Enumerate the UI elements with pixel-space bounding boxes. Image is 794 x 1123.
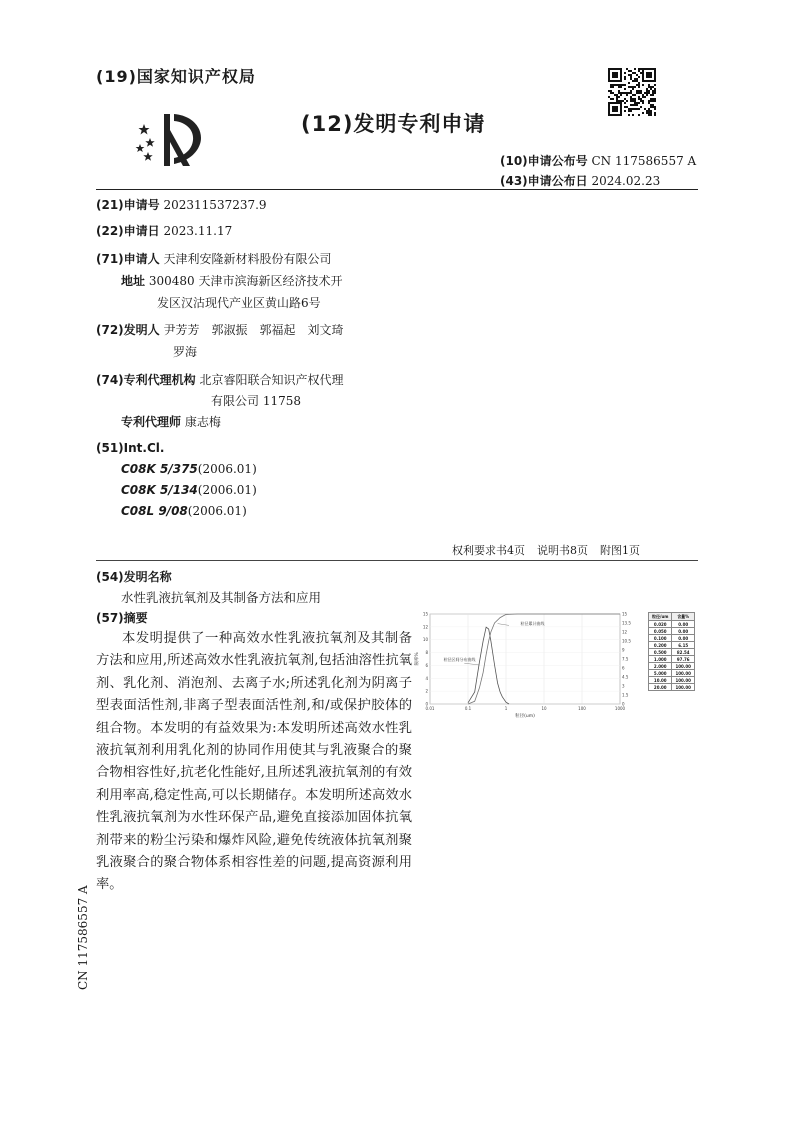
header-rule — [96, 189, 698, 190]
y-right-tick-label: 9 — [622, 647, 625, 653]
table-row — [649, 670, 695, 677]
invention-title-label: (54)发明名称 — [96, 570, 172, 584]
table-cell: 10.00 — [649, 677, 672, 684]
applicant-value: 天津利安隆新材料股份有限公司 — [163, 252, 332, 266]
address-label: 地址 — [121, 274, 146, 288]
table-cell: 1.000 — [649, 656, 672, 663]
invention-title: 水性乳液抗氧剂及其制备方法和应用 — [121, 590, 322, 605]
table-cell: 0.00 — [672, 628, 694, 635]
application-number-label: (21)申请号 — [96, 198, 160, 212]
y-left-tick-label: 8 — [425, 650, 428, 656]
y-right-tick-label: 1.5 — [622, 692, 629, 698]
y-right-tick-label: 13.5 — [622, 620, 631, 626]
y-right-tick-label: 6 — [622, 665, 625, 671]
table-cell: 0.500 — [649, 649, 672, 656]
table-row — [649, 635, 695, 642]
publication-type: (12)发明专利申请 — [301, 112, 486, 136]
table-row — [649, 677, 695, 684]
table-row — [649, 628, 695, 635]
issuing-office: (19)国家知识产权局 — [96, 67, 256, 86]
y-left-tick-label: 10 — [422, 637, 428, 643]
frequency-series-label: 粒径区间分布曲线 — [443, 656, 476, 662]
abstract-text: 本发明提供了一种高效水性乳液抗氧剂及其制备方法和应用,所述高效水性乳液抗氧剂,包括油溶性抗氧剂、乳化剂、消泡剂、去离子水;所述乳化剂为阴离子型表面活性剂,非离子型表面活性剂,和/或保护胶体的组合物。本发明的有益效果为:本发明所述高效水性乳液抗氧剂利用乳化剂的协同作用使其与乳液聚合的聚合物相容性好,抗老化性能好,且所述乳液抗氧剂的有效利用率高,稳定性高,可以长期储存。本发明所述高效水性乳液抗氧剂为水性环保产品,避免直接添加固体抗氧剂带来的粉尘污染和爆炸风险,避免传统液体抗氧剂聚乳液聚合的聚合物体系相容性差的问题,提高资源利用率。 — [96, 631, 412, 893]
patent-agent-value: 康志梅 — [184, 415, 221, 429]
table-header: 粒径/um — [649, 613, 672, 621]
table-cell: 0.00 — [672, 621, 694, 628]
ipc-year: (2006.01) — [197, 483, 257, 497]
table-row — [649, 642, 695, 649]
x-tick-label: 1000 — [614, 706, 626, 711]
applicant-label: (71)申请人 — [96, 252, 160, 266]
table-cell: 2.000 — [649, 663, 672, 670]
ipc-code: C08K 5/375 — [121, 462, 198, 476]
ipc-class-1 — [121, 462, 257, 476]
table-row — [649, 656, 695, 663]
ipc-class-2 — [121, 483, 257, 497]
x-axis-label: 粒径(um) — [515, 714, 535, 719]
particle-size-figure — [414, 610, 698, 720]
y-left-tick-label: 4 — [425, 675, 428, 681]
ipc-class-3 — [121, 504, 247, 518]
patent-agency-label: (74)专利代理机构 — [96, 373, 196, 387]
frequency-label-pointer — [464, 663, 479, 665]
y-left-tick-label: 2 — [425, 688, 428, 694]
y-right-tick-label: 15 — [622, 611, 628, 617]
table-cell: 0.200 — [649, 642, 672, 649]
application-date-label: (22)申请日 — [96, 224, 160, 238]
inventors-line-2: 罗海 — [173, 345, 198, 359]
table-cell: 20.00 — [649, 684, 672, 691]
side-publication-number: CN 117586557 A — [76, 885, 90, 990]
ipc-label: (51)Int.Cl. — [96, 441, 165, 455]
cumulative-label-pointer — [498, 624, 509, 626]
y-right-tick-label: 7.5 — [622, 656, 629, 662]
publication-date-label: (43)申请公布日 — [500, 174, 588, 188]
publication-date — [500, 172, 660, 189]
ipc-year: (2006.01) — [187, 504, 247, 518]
x-tick-label: 1 — [504, 706, 508, 711]
drawings-pages: 附图1页 — [600, 544, 640, 557]
y-left-tick-label: 12 — [422, 624, 428, 630]
publication-number — [500, 152, 696, 169]
patent-agent-label: 专利代理师 — [121, 415, 182, 429]
description-pages: 说明书8页 — [537, 544, 588, 557]
qr-code — [607, 67, 657, 117]
particle-size-table — [648, 612, 695, 691]
address-line-1: 300480 天津市滨海新区经济技术开 — [148, 274, 343, 288]
application-date — [96, 222, 232, 239]
table-cell: 0.100 — [649, 635, 672, 642]
cumulative-series-label: 粒径累计曲线 — [520, 620, 545, 626]
y-right-tick-label: 10.5 — [622, 638, 631, 644]
inventors — [96, 321, 344, 338]
x-tick-label: 100 — [578, 706, 586, 711]
y-axis-label: 频率% — [415, 652, 420, 666]
patent-agency — [96, 371, 344, 388]
address — [121, 272, 342, 289]
publication-number-label: (10)申请公布号 — [500, 154, 588, 168]
ipc-code: C08L 9/08 — [121, 504, 188, 518]
x-tick-label: 0.01 — [425, 706, 435, 711]
table-cell: 100.00 — [672, 670, 694, 677]
section-rule — [96, 560, 698, 561]
application-date-value: 2023.11.17 — [163, 224, 233, 238]
y-left-tick-label: 0 — [425, 701, 428, 707]
table-cell: 0.00 — [672, 635, 694, 642]
claims-pages: 权利要求书4页 — [452, 544, 525, 557]
inventors-line-1: 尹芳芳 郭淑振 郭福起 刘文琦 — [163, 323, 344, 337]
applicant — [96, 250, 332, 267]
y-right-tick-label: 3 — [622, 683, 625, 689]
inventors-label: (72)发明人 — [96, 323, 160, 337]
patent-agency-line-2: 有限公司 11758 — [211, 394, 301, 408]
y-left-tick-label: 15 — [422, 611, 428, 617]
table-row — [649, 621, 695, 628]
application-number-value: 202311537237.9 — [163, 198, 267, 212]
table-cell: 6.15 — [672, 642, 694, 649]
ipc-code: C08K 5/134 — [121, 483, 198, 497]
y-right-tick-label: 0 — [622, 701, 625, 707]
ipc-year: (2006.01) — [197, 462, 257, 476]
publication-number-value: CN 117586557 A — [591, 154, 697, 168]
distribution-chart — [414, 610, 646, 720]
table-cell: 5.000 — [649, 670, 672, 677]
table-cell: 97.76 — [672, 656, 694, 663]
application-number — [96, 196, 267, 213]
table-cell: 100.00 — [672, 684, 694, 691]
table-cell: 0.020 — [649, 621, 672, 628]
table-row — [649, 684, 695, 691]
table-header: 含量% — [672, 613, 694, 621]
page-counts — [452, 542, 640, 558]
table-row — [649, 663, 695, 670]
table-cell: 100.00 — [672, 677, 694, 684]
patent-agent — [121, 413, 221, 430]
abstract-label: (57)摘要 — [96, 611, 148, 625]
y-right-tick-label: 12 — [622, 629, 628, 635]
publication-date-value: 2024.02.23 — [591, 174, 661, 188]
address-line-2: 发区汉沽现代产业区黄山路6号 — [157, 296, 321, 310]
patent-agency-line-1: 北京睿阳联合知识产权代理 — [199, 373, 344, 387]
table-cell: 100.00 — [672, 663, 694, 670]
x-tick-label: 0.1 — [464, 706, 472, 711]
cnipa-logo — [130, 110, 210, 170]
y-right-tick-label: 4.5 — [622, 674, 629, 680]
table-cell: 0.050 — [649, 628, 672, 635]
y-left-tick-label: 6 — [425, 662, 428, 668]
table-row — [649, 649, 695, 656]
x-tick-label: 10 — [541, 706, 547, 711]
table-cell: 82.54 — [672, 649, 694, 656]
